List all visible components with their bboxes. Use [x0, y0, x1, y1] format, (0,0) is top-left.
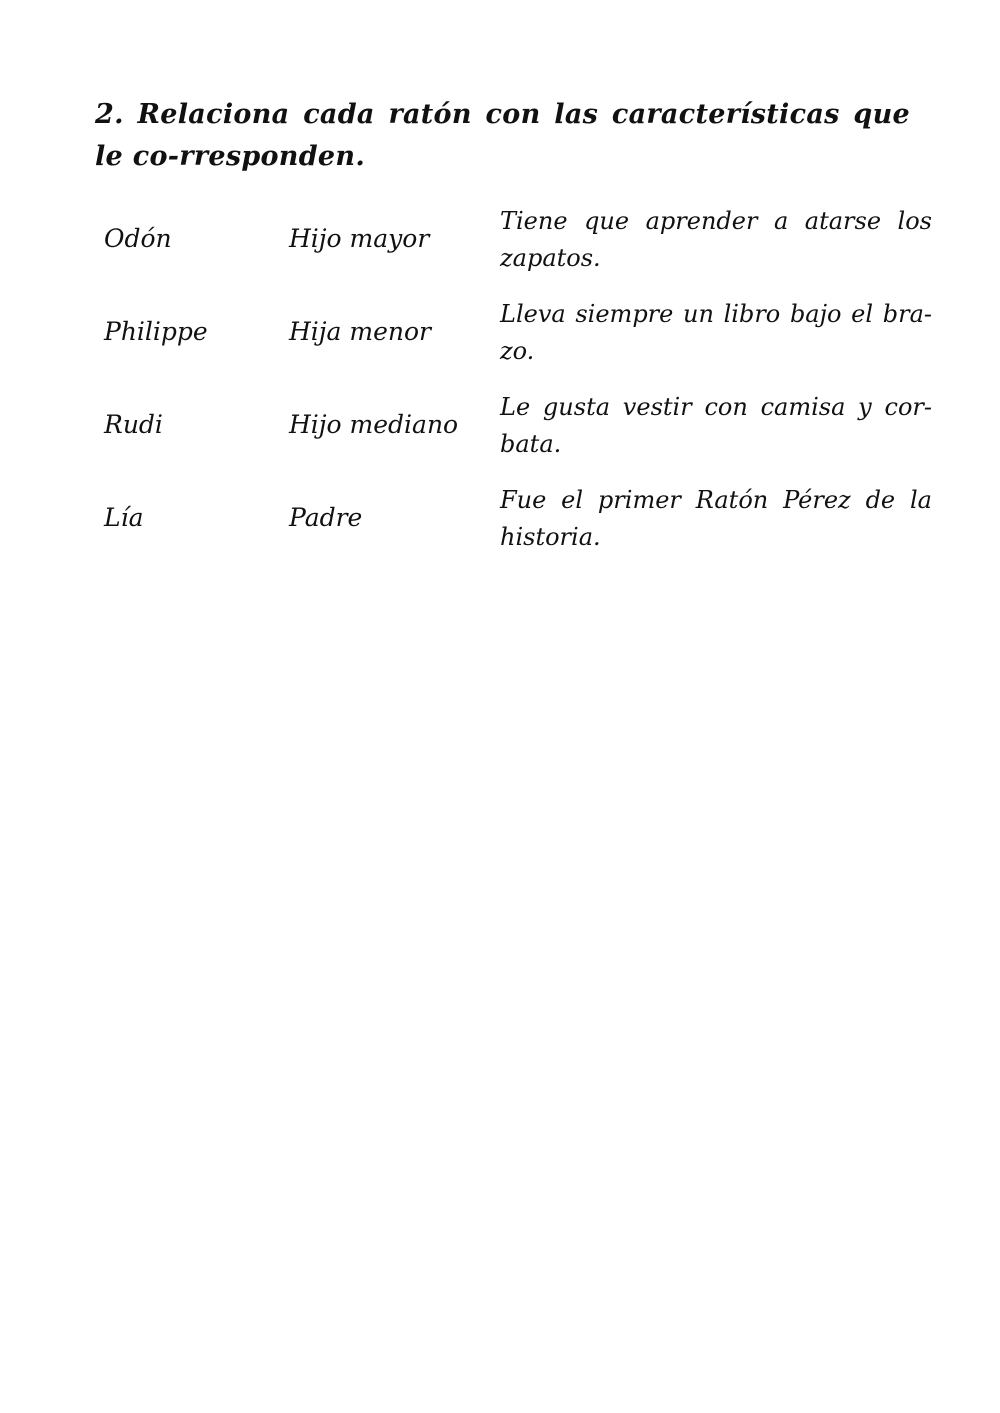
family-role[interactable]: Padre [289, 503, 363, 532]
characteristic-line: historia. [500, 523, 601, 551]
characteristic-line: Fue el primer Ratón Pérez de la [500, 486, 932, 514]
characteristic-line: Le gusta vestir con camisa y cor- [500, 393, 932, 421]
characteristic[interactable] [500, 203, 932, 277]
characteristic-line: Tiene que aprender a atarse los [500, 207, 932, 235]
exercise-title: 2. Relaciona cada ratón con las características que le co-rresponden. [95, 99, 910, 172]
mouse-name[interactable]: Odón [104, 224, 172, 253]
characteristic[interactable] [500, 482, 932, 556]
characteristic-line: zo. [500, 337, 535, 365]
characteristic[interactable] [500, 296, 932, 370]
family-role[interactable]: Hijo mayor [289, 224, 430, 253]
table-row [0, 203, 1000, 283]
table-row [0, 482, 1000, 562]
family-role[interactable]: Hijo mediano [289, 410, 459, 439]
table-row [0, 296, 1000, 376]
characteristic-line: zapatos. [500, 244, 601, 272]
characteristic-line: bata. [500, 430, 562, 458]
characteristic-line: Lleva siempre un libro bajo el bra- [500, 300, 932, 328]
mouse-name[interactable]: Rudi [104, 410, 163, 439]
characteristic[interactable] [500, 389, 932, 463]
mouse-name[interactable]: Lía [104, 503, 144, 532]
mouse-name[interactable]: Philippe [104, 317, 208, 346]
table-row [0, 389, 1000, 469]
family-role[interactable]: Hija menor [289, 317, 432, 346]
